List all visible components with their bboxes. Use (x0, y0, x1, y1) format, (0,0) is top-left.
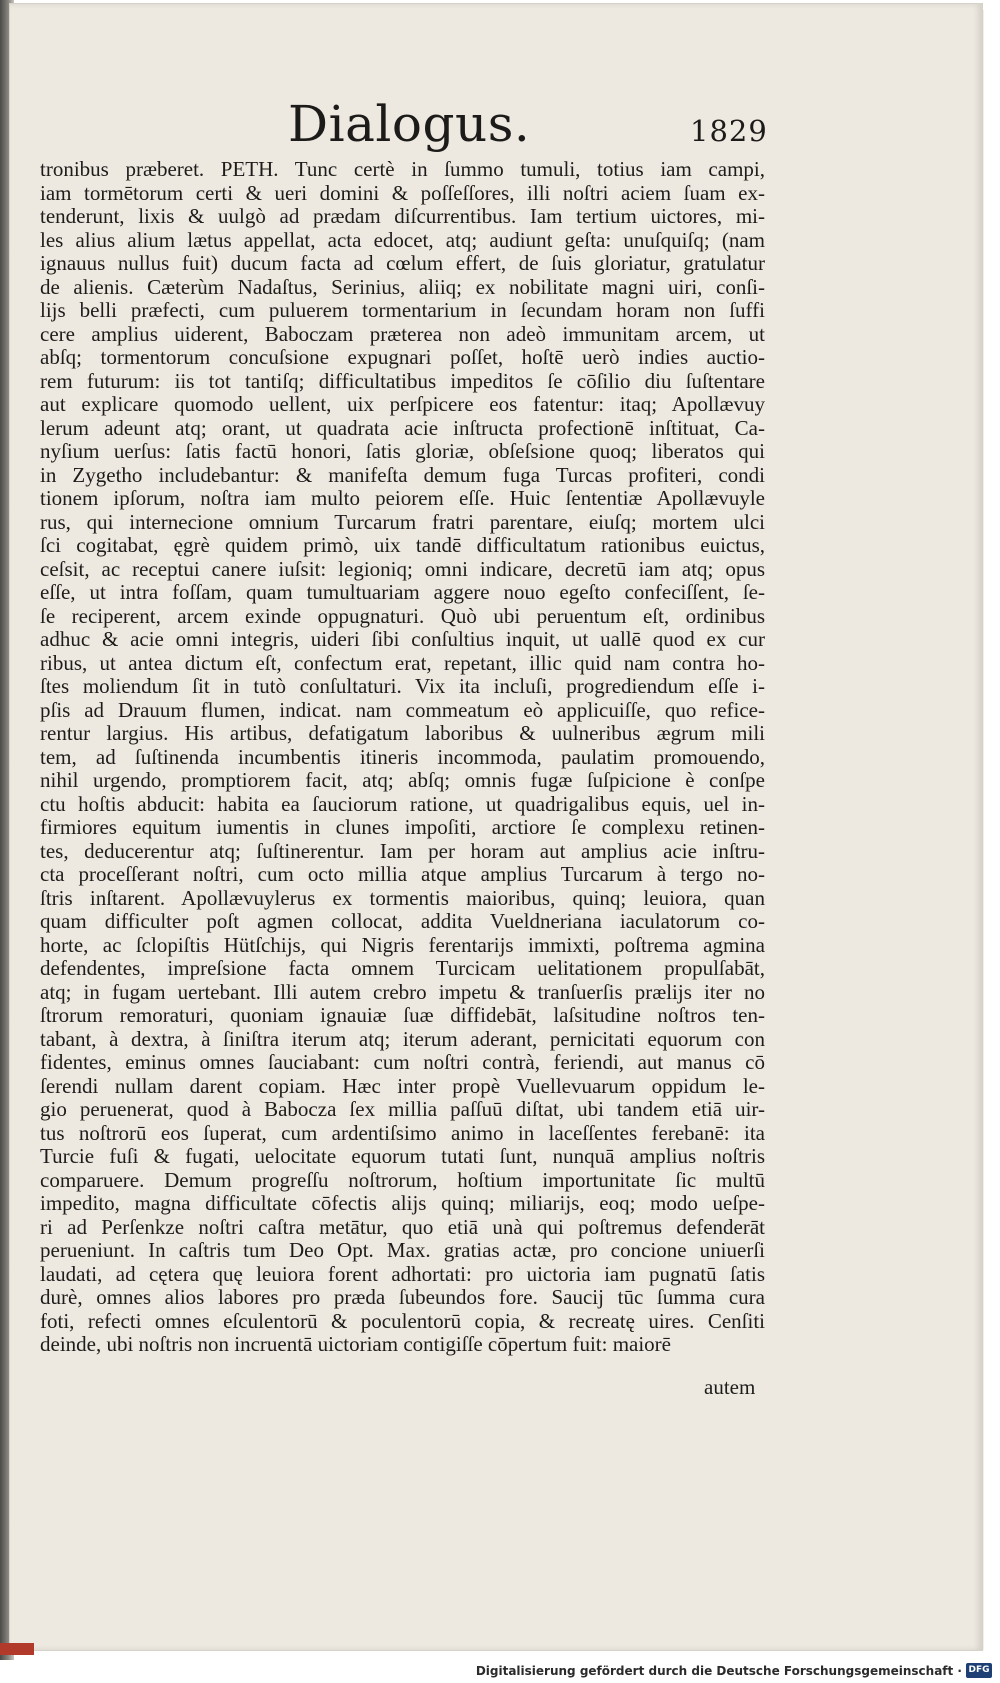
text-line: tionem ipſorum, noſtra iam multo peiorem eſſe. Huic ſententiæ Apollævuyle (40, 487, 765, 510)
text-line: firmiores equitum iumentis in clunes impoſiti, arctiore ſe complexu retinen- (40, 816, 765, 839)
text-line: iam tormētorum certi & ueri domini & poſſeſſores, illi noſtri aciem ſuam ex- (40, 181, 765, 205)
text-line: ſci cogitabat, ęgrè quidem primò, uix tandē difficultatum rationibus euictus, (40, 534, 765, 557)
text-line: rentur largius. His artibus, defatigatum laboribus & uulneribus ægrum mili (40, 722, 765, 745)
text-line: defendentes, impreſsione facta omnem Turcicam uelitationem propulſabāt, (40, 957, 765, 980)
digitization-footer (0, 1660, 1000, 1683)
page-number: 1829 (690, 114, 768, 148)
text-line: rus, qui internecione omnium Turcarum fratri parentare, eiuſq; mortem ulci (40, 510, 765, 534)
running-title: Dialogus. (288, 95, 531, 153)
text-line: ſe reciperent, arcem exinde oppugnaturi. Quò ubi peruentum eſt, ordinibus (40, 604, 765, 628)
text-line: Turcie fuſi & fugati, uelocitate equorum tutati ſunt, nunquā amplius noſtris (40, 1145, 765, 1168)
text-line: nihil urgendo, promptiorem facit, atq; abſq; omnis fugæ ſuſpicione è conſpe (40, 769, 765, 792)
book-page (10, 4, 982, 1650)
text-line: cta proceſſerant noſtri, cum octo millia atque amplius Turcarum à tergo no- (40, 863, 765, 886)
text-line: gio peruenerat, quod à Babocza ſex millia paſſuū diſtat, ubi tandem etiā uir- (40, 1098, 765, 1121)
text-line: tem, ad ſuſtinenda incumbentis itineris incommoda, paulatim promouendo, (40, 745, 765, 769)
text-line: cere amplius uiderent, Baboczam præterea non adeò immunitam arcem, ut (40, 322, 765, 346)
text-line: de alienis. Cæterùm Nadaſtus, Serinius, aliiq; ex nobilitate magni uiri, conſi- (40, 275, 765, 299)
text-line: perueniunt. In caſtris tum Deo Opt. Max. gratias actæ, pro concione uniuerſi (40, 1239, 765, 1262)
text-line: lerum adeunt atq; orant, ut quadrata acie inſtructa profectionē inſtituat, Ca- (40, 416, 765, 440)
text-line: comparuere. Demum progreſſu noſtrorum, hoſtium importunitate ſic multū (40, 1168, 765, 1192)
text-line: ctu hoſtis abducit: habita ea ſauciorum ratione, ut quadrigalibus equis, uel in- (40, 792, 765, 816)
text-line: adhuc & acie omni integris, uideri ſibi conſultius inquit, ut uallē quod ex cur (40, 628, 765, 651)
text-line: impedito, magna difficultate cōfectis alijs quinq; miliarijs, eoq; modo ueſpe- (40, 1192, 765, 1215)
text-line: ri ad Perſenkze noſtri caſtra metātur, quo etiā unà qui poſtremus defenderāt (40, 1215, 765, 1239)
text-line: eſſe, ut intra foſſam, quam tumultuariam aggere nouo egeſto confeciſſent, ſe- (40, 581, 765, 604)
text-line: durè, omnes alios labores pro præda ſubeundos fore. Saucij tūc ſumma cura (40, 1286, 765, 1309)
text-line: ſerendi nullam darent copiam. Hæc inter propè Vuellevuarum oppidum le- (40, 1074, 765, 1098)
text-line: abſq; tormentorum concuſsione expugnari poſſet, hoſtē uerò indies auctio- (40, 346, 765, 369)
text-line: ſtes moliendum ſit in tutò conſultaturi. Vix ita incluſi, progrediendum eſſe i- (40, 675, 765, 698)
text-line: tus noſtrorū eos ſuperat, cum ardentiſsimo animo in laceſſentes ferebanē: ita (40, 1121, 765, 1145)
text-line: ceſsit, ac receptui canere iuſsit: legioniq; omni indicare, decretū iam atq; opus (40, 557, 765, 581)
text-line: pſis ad Drauum flumen, indicat. nam commeatum eò applicuiſſe, quo refice- (40, 698, 765, 722)
catchword: autem (704, 1375, 756, 1399)
funding-credit: Digitalisierung gefördert durch die Deutsche Forschungsgemeinschaft · (475, 1664, 962, 1678)
color-calibration-mark (0, 1643, 34, 1655)
text-line: laudati, ad cętera quę leuiora forent adhortati: pro uictoria iam pugnatū ſatis (40, 1262, 765, 1286)
body-text (40, 158, 765, 1357)
text-line: foti, refecti omnes eſculentorū & poculentorū copia, & recreatę uires. Cenſiti (40, 1309, 765, 1333)
text-line: nyſium uerſus: ſatis factū honori, ſatis gloriæ, obſeſsione quoq; liberatos qui (40, 440, 765, 463)
text-line: in Zygetho includebantur: & manifeſta demum fuga Turcas profiteri, condi (40, 463, 765, 487)
page-header (10, 96, 982, 156)
text-line: les alius alium lætus appellat, acta edocet, atq; audiunt geſta: unuſquiſq; (nam (40, 228, 765, 252)
text-line: tronibus præberet. PETH. Tunc certè in ſummo tumuli, totius iam campi, (40, 158, 765, 181)
text-line: tabant, à dextra, à ſiniſtra iterum atq; iterum aderant, pernicitati equorum con (40, 1027, 765, 1051)
text-line: ignauus nullus fuit) ducum facta ad cœlum effert, de ſuis gloriatur, gratulatur (40, 252, 765, 275)
text-line: rem futurum: iis tot tantiſq; difficultatibus impeditos ſe cōſilio diu ſuſtentare (40, 369, 765, 393)
text-line: tes, deducerentur atq; ſuſtinerentur. Iam per horam aut amplius acie inſtru- (40, 839, 765, 863)
text-line: ſtrorum remoraturi, quoniam ignauiæ ſuæ diffidebāt, laſsitudine noſtros ten- (40, 1004, 765, 1027)
text-line: lijs belli præfecti, cum puluerem tormentarium in ſecundam horam non ſuffi (40, 299, 765, 322)
text-line: quam difficulter poſt agmen collocat, addita Vueldneriana iaculatorum co- (40, 910, 765, 933)
text-line: tenderunt, lixis & uulgò ad prædam diſcurrentibus. Iam tertium uictores, mi- (40, 205, 765, 228)
text-line: horte, ac ſclopiſtis Hütſchijs, qui Nigris ferentarijs immixti, poſtrema agmina (40, 933, 765, 957)
text-line: ribus, ut antea dictum eſt, confectum erat, repetant, illic quid nam contra ho- (40, 651, 765, 675)
text-line: fidentes, eminus omnes ſauciabant: cum noſtri contrà, feriendi, aut manus cō (40, 1051, 765, 1074)
dfg-logo-icon: DFG (966, 1663, 992, 1678)
text-line: aut explicare quomodo uellent, uix perſpicere eos fatentur: itaq; Apollævuy (40, 393, 765, 416)
text-line: atq; in fugam uertebant. Illi autem crebro impetu & tranſuerſis prælijs iter no (40, 980, 765, 1004)
text-line: deinde, ubi noſtris non incruentā uictoriam contigiſſe cōpertum fuit: maiorē (40, 1333, 671, 1356)
text-line: ſtris inſtarent. Apollævuylerus ex tormentis maioribus, quinq; leuiora, quan (40, 886, 765, 910)
